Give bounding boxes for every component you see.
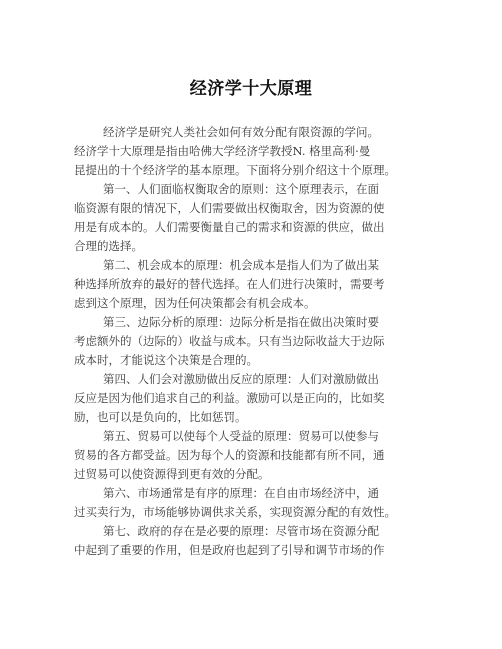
body-line: 合理的选择。 — [74, 239, 143, 253]
body-line: 经济学是研究人类社会如何有效分配有限资源的学问。 — [103, 125, 379, 139]
body-line: 用是有成本的。人们需要衡量自己的需求和资源的供应，做出 — [74, 220, 385, 234]
body-line: 第六、市场通常是有序的原理：在自由市场经济中，通 — [103, 486, 379, 500]
body-line: 昆提出的十个经济学的基本原理。下面将分别介绍这十个原理。 — [74, 163, 396, 177]
body-line: 贸易的各方都受益。因为每个人的资源和技能都有所不同，通 — [74, 448, 385, 462]
body-line: 第二、机会成本的原理：机会成本是指人们为了做出某 — [103, 258, 379, 272]
body-line: 励，也可以是负向的，比如惩罚。 — [74, 410, 247, 424]
body-line: 过贸易可以使资源得到更有效的分配。 — [74, 467, 270, 481]
body-line: 过买卖行为，市场能够协调供求关系，实现资源分配的有效性。 — [74, 505, 396, 519]
body-line: 第三、边际分析的原理：边际分析是指在做出决策时要 — [103, 315, 379, 329]
body-line: 第四、人们会对激励做出反应的原理：人们对激励做出 — [103, 372, 379, 386]
body-line: 种选择所放弃的最好的替代选择。在人们进行决策时，需要考 — [74, 277, 385, 291]
body-line: 虑到这个原理，因为任何决策都会有机会成本。 — [74, 296, 316, 310]
body-line: 第一、人们面临权衡取舍的原则：这个原理表示，在面 — [103, 182, 379, 196]
body-line: 临资源有限的情况下，人们需要做出权衡取舍，因为资源的使 — [74, 201, 385, 215]
body-line: 成本时，才能说这个决策是合理的。 — [74, 353, 258, 367]
body-line: 第七、政府的存在是必要的原理：尽管市场在资源分配 — [103, 524, 379, 538]
document-title: 经济学十大原理 — [189, 79, 313, 99]
body-line: 考虑额外的（边际的）收益与成本。只有当边际收益大于边际 — [74, 334, 385, 348]
body-line: 反应是因为他们追求自己的利益。激励可以是正向的，比如奖 — [74, 391, 385, 405]
body-line: 第五、贸易可以使每个人受益的原理：贸易可以使参与 — [103, 429, 379, 443]
body-line: 经济学十大原理是指由哈佛大学经济学教授N. 格里高利·曼 — [74, 144, 371, 158]
body-line: 中起到了重要的作用，但是政府也起到了引导和调节市场的作 — [74, 543, 385, 557]
